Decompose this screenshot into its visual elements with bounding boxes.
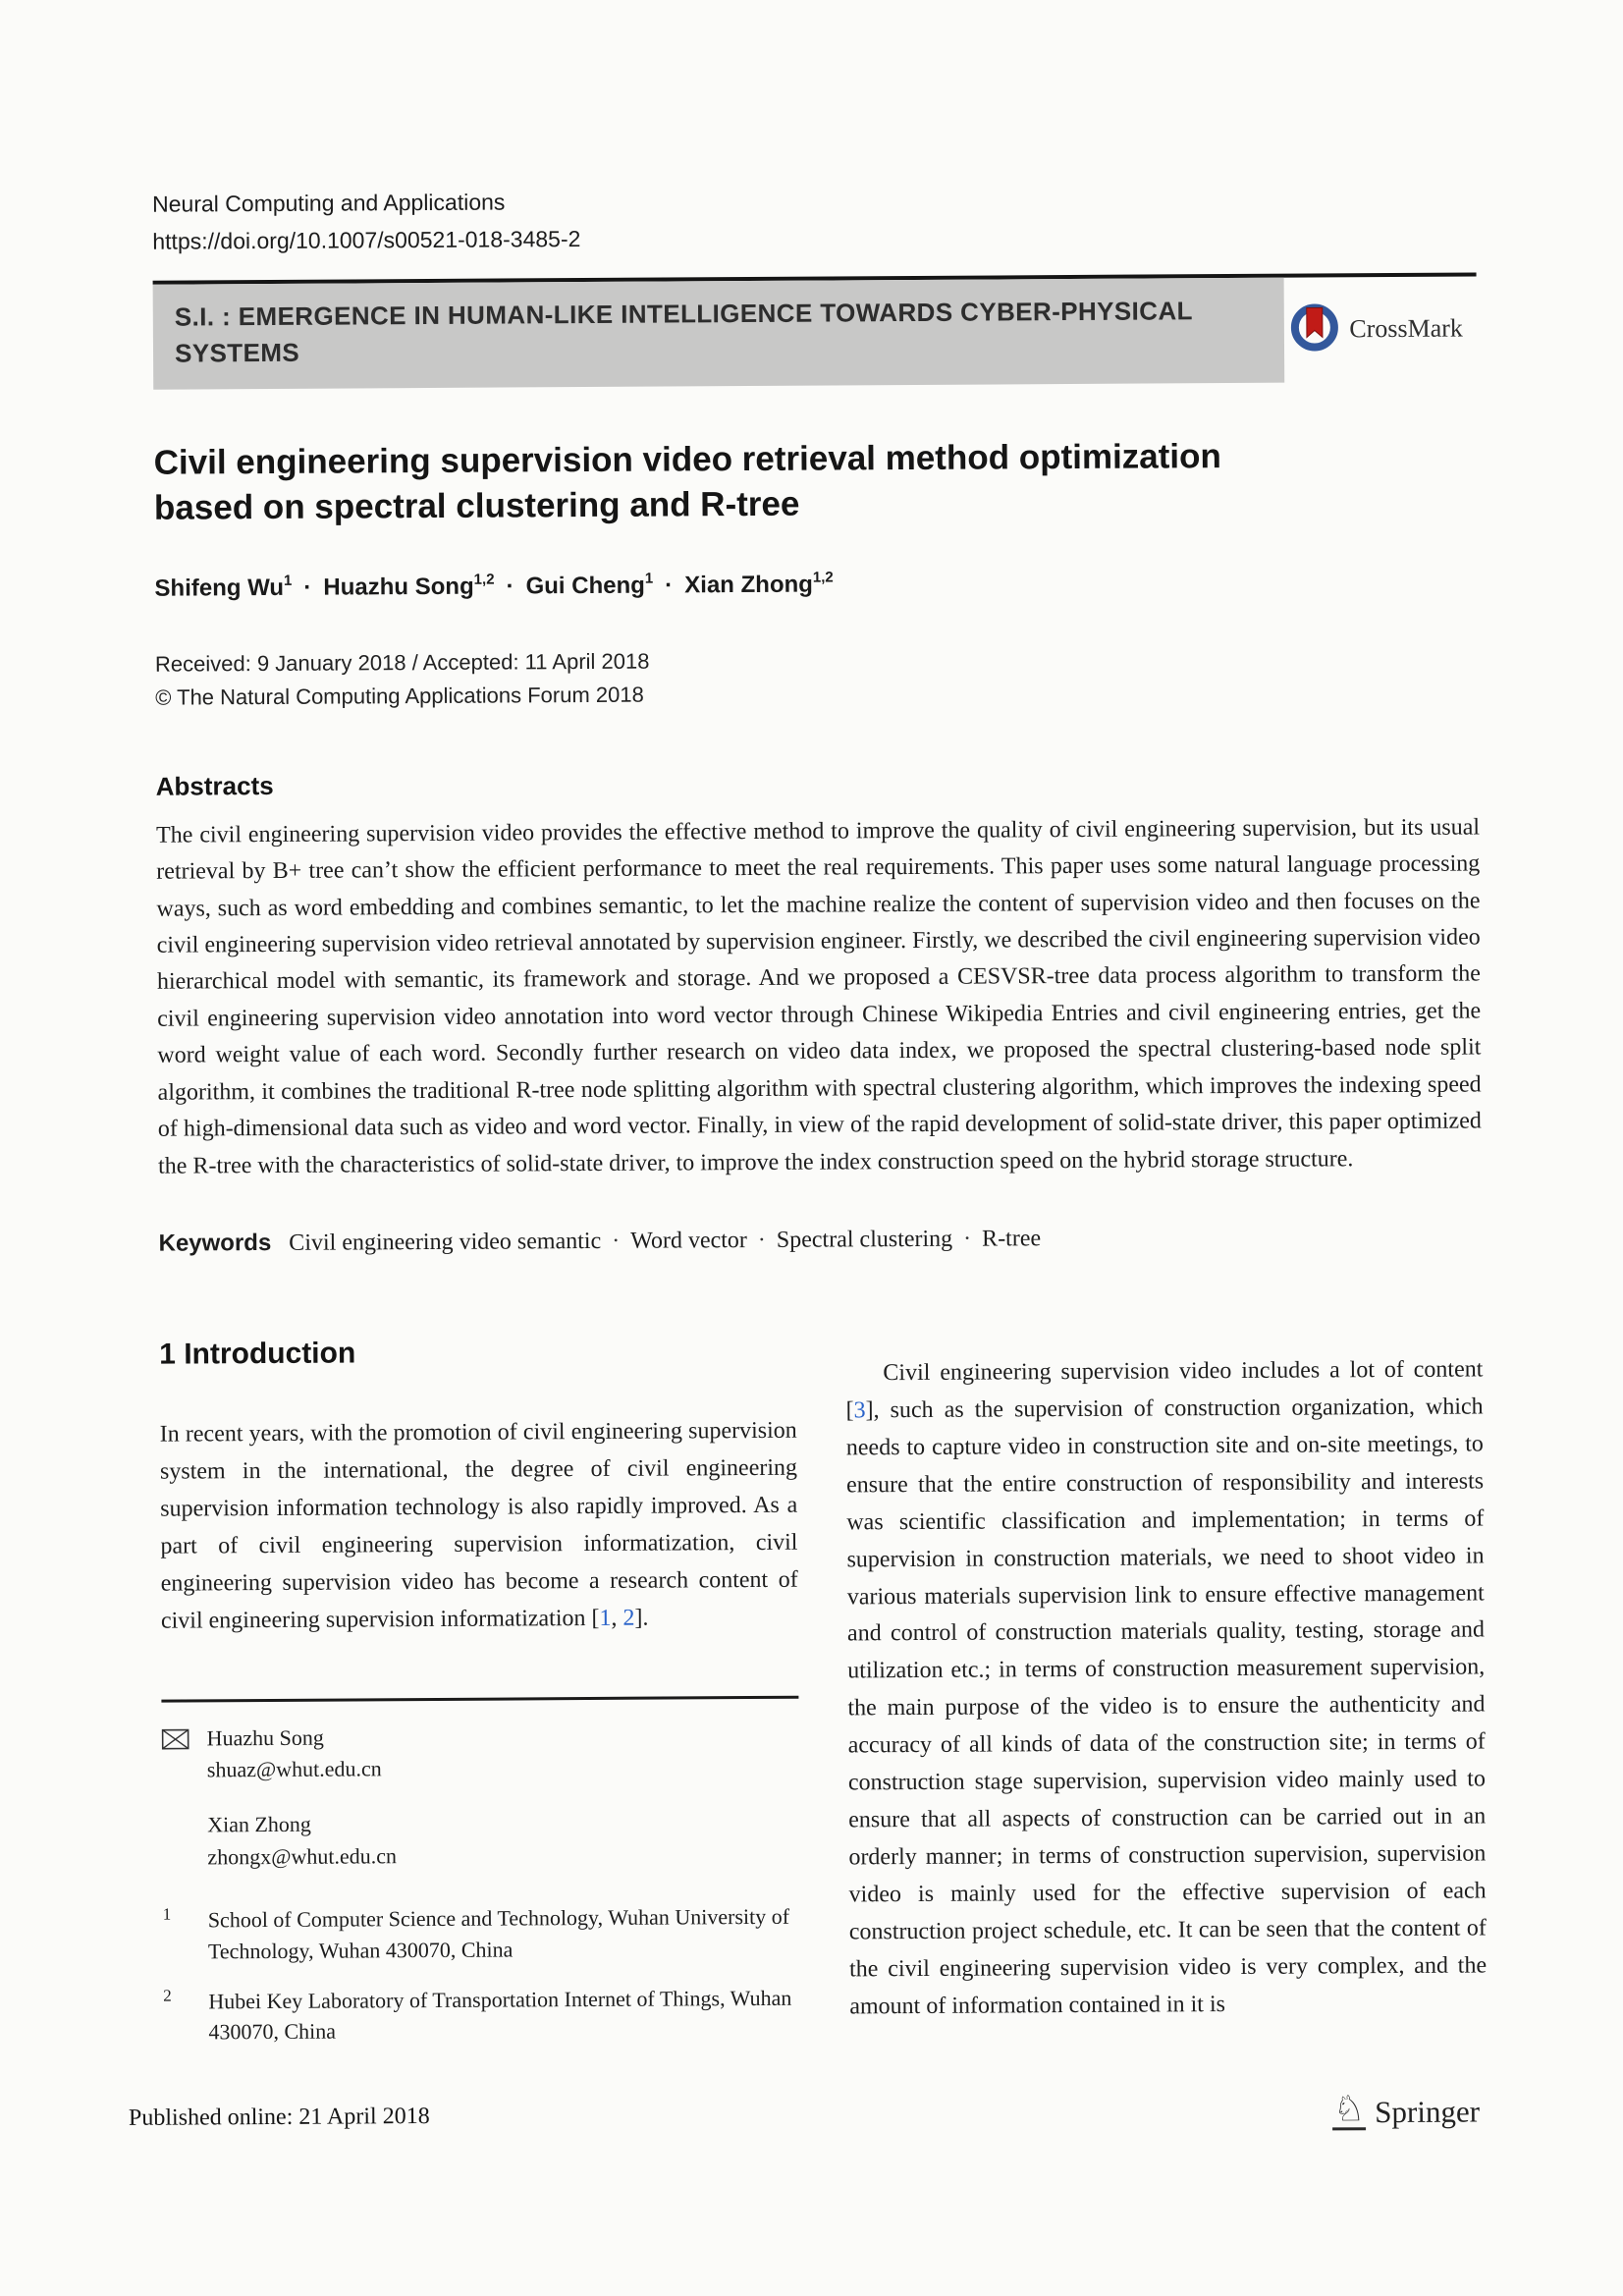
- affiliation-number: 2: [163, 1986, 172, 2005]
- paragraph-text: Civil engineering supervision video includes a lot of content [: [845, 1356, 1484, 1424]
- author-affiliation-marker: 1: [283, 572, 293, 589]
- crossmark-badge[interactable]: [1290, 302, 1463, 357]
- corresponding-author-email[interactable]: shuaz@whut.edu.cn: [206, 1756, 382, 1782]
- copyright-line: © The Natural Computing Applications Forum 2018: [155, 682, 644, 710]
- correspondence-entries: [207, 1722, 397, 1872]
- author: [525, 572, 684, 599]
- keyword: Word vector ·: [630, 1228, 777, 1254]
- corresponding-author-name: Xian Zhong: [207, 1811, 311, 1837]
- springer-knight-icon: ♘: [1332, 2092, 1367, 2131]
- correspondence-block: [162, 1720, 800, 1872]
- abstract-heading: Abstracts: [155, 770, 274, 801]
- reference-link-2[interactable]: 2: [622, 1605, 635, 1631]
- published-online-line: Published online: 21 April 2018: [128, 2103, 430, 2131]
- received-accepted-line: Received: 9 January 2018 / Accepted: 11 April 2018: [154, 648, 650, 677]
- journal-name: Neural Computing and Applications: [152, 189, 506, 217]
- article-title: Civil engineering supervision video retrieval method optimization based on spectral clustering and R-tree: [153, 437, 1221, 528]
- author: [684, 571, 834, 598]
- footnote-rule: [161, 1695, 798, 1702]
- crossmark-icon: [1290, 302, 1339, 356]
- keywords-label: Keywords: [158, 1230, 272, 1257]
- affiliation-text: School of Computer Science and Technology, Wuhan University of Technology, Wuhan 430070, China: [207, 1904, 790, 1963]
- crossmark-label: CrossMark: [1349, 314, 1463, 344]
- author-affiliation-marker: 1,2: [473, 571, 495, 588]
- affiliation: [163, 1901, 800, 1966]
- affiliations-block: [163, 1901, 801, 2048]
- email-icon: [162, 1723, 208, 1872]
- author: [154, 574, 323, 601]
- corresponding-author: [207, 1722, 397, 1785]
- author-name: Gui Cheng: [525, 572, 645, 599]
- author-name: Shifeng Wu: [154, 574, 285, 602]
- affiliation-text: Hubei Key Laboratory of Transportation Internet of Things, Wuhan 430070, China: [208, 1985, 792, 2045]
- reference-link-1[interactable]: 1: [599, 1605, 612, 1631]
- corresponding-author-name: Huazhu Song: [206, 1724, 324, 1750]
- author-name: Huazhu Song: [323, 573, 474, 601]
- doi-link[interactable]: https://doi.org/10.1007/s00521-018-3485-2: [152, 225, 581, 254]
- author-affiliation-marker: 1,2: [812, 569, 834, 586]
- author-name: Xian Zhong: [684, 571, 813, 598]
- paragraph-text: ,: [611, 1605, 623, 1631]
- page-footer: [128, 2089, 1488, 2138]
- affiliation: [163, 1982, 800, 2047]
- paragraph-text: In recent years, with the promotion of civil engineering supervision system in the international, the degree of civil engineering supervision information technology is also rapidly improved. As a part of civil engineering supervision informatization, civil engineering supervision video has become a research content of civil engineering supervision informatization [: [159, 1417, 798, 1634]
- abstract-section: [156, 763, 1483, 1185]
- corresponding-author: [207, 1809, 397, 1872]
- author: [323, 573, 525, 600]
- affiliation-number: 1: [162, 1904, 172, 1924]
- paragraph-text: ], such as the supervision of construction organization, which needs to capture video in construction site and on-site meetings, to ensure that the entire construction of responsibility and interests was scientific classification and implementation; in terms of supervision in construction materials, we need to shoot video in various materials supervision link to ensure effective management and control of construction materials quality, testing, storage and utilization etc.; in terms of construction measurement supervision, the main purpose of the video is to ensure the authenticity and accuracy of all kinds of data of the construction site; in terms of construction stage supervision, supervision video mainly used to ensure that all aspects of construction can be carried out in an orderly manner; in terms of construction supervision, supervision video is mainly used for the effective supervision of each construction project schedule, etc. It can be seen that the content of the civil engineering supervision video is very complex, and the amount of information contained in it is: [845, 1394, 1488, 2019]
- abstract-text: The civil engineering supervision video provides the effective method to improve the quality of civil engineering supervision, but its usual retrieval by B+ tree can’t show the efficient performance to meet the real requirements. This paper uses some natural language processing ways, such as word embedding and combines semantic, to let the machine realize the content of supervision video and then focuses on the civil engineering supervision video retrieval annotated by supervision engineer. Firstly, we described the civil engineering supervision video hierarchical model with semantic, its framework and storage. And we proposed a CESVSR-tree data process algorithm to transform the civil engineering supervision video annotation into word vector through Chinese Wikipedia Entries and civil engineering entries, get the word weight value of each word. Secondly further research on video data index, we proposed the spectral clustering-based node split algorithm, it combines the traditional R-tree node splitting algorithm with spectral clustering algorithm, which improves the indexing speed of high-dimensional data such as video and word vector. Finally, in view of the rapid development of solid-state driver, this paper optimized the R-tree with the characteristics of solid-state driver, to improve the index construction speed on the hybrid storage structure.: [155, 814, 1482, 1179]
- body-columns: [159, 1329, 1487, 2054]
- springer-logo-label: Springer: [1375, 2094, 1481, 2130]
- keywords-row: [158, 1223, 1482, 1258]
- reference-link-3[interactable]: 3: [853, 1397, 866, 1424]
- footnote-block: [161, 1695, 800, 2048]
- corresponding-author-email[interactable]: zhongx@whut.edu.cn: [207, 1842, 398, 1869]
- keyword: Civil engineering video semantic ·: [289, 1229, 630, 1256]
- page-content: [128, 182, 1488, 2138]
- paragraph-text: ].: [634, 1605, 649, 1631]
- introduction-paragraph-left: [160, 1413, 798, 1640]
- author-list: [154, 567, 1478, 602]
- author-affiliation-marker: 1: [644, 570, 654, 587]
- article-history: [155, 639, 1479, 714]
- banner-row: [153, 276, 1478, 390]
- introduction-paragraph-right: [845, 1352, 1487, 2026]
- keyword: R-tree: [982, 1226, 1042, 1252]
- right-column: [845, 1329, 1487, 2050]
- keyword: Spectral clustering ·: [777, 1227, 982, 1253]
- springer-logo: [1332, 2091, 1480, 2131]
- special-issue-banner: S.I. : EMERGENCE IN HUMAN-LIKE INTELLIGENCE TOWARDS CYBER-PHYSICAL SYSTEMS: [153, 277, 1285, 389]
- section-heading-introduction: 1 Introduction: [159, 1337, 356, 1371]
- left-column: [159, 1333, 800, 2048]
